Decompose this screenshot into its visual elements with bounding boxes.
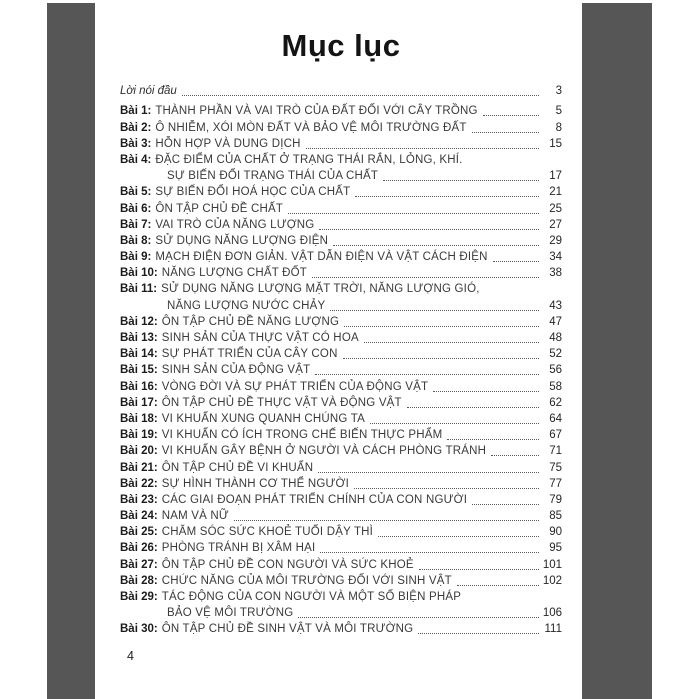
- toc-entry-title: MẠCH ĐIỆN ĐƠN GIẢN. VẬT DẪN ĐIỆN VÀ VẬT CÁCH ĐIỆN: [155, 251, 488, 264]
- toc-entry-title: CÁC GIAI ĐOẠN PHÁT TRIỂN CHÍNH CỦA CON NGƯỜI: [161, 493, 468, 506]
- dot-leader: [491, 455, 539, 456]
- toc-entry-page-number: 34: [549, 251, 562, 264]
- dot-leader: [407, 407, 539, 408]
- toc-entry-page-number: 8: [555, 121, 562, 134]
- toc-entry: [120, 135, 562, 151]
- toc-entry: [120, 377, 562, 393]
- dot-leader: [306, 148, 539, 149]
- toc-entry-label: Bài 10:: [120, 267, 158, 280]
- toc-entry-label: Bài 2:: [120, 121, 152, 134]
- toc-entry-page-number: 77: [549, 477, 562, 490]
- dot-leader: [315, 374, 539, 375]
- dot-leader: [330, 310, 539, 311]
- toc-entry-page-number: 25: [549, 202, 562, 215]
- toc-entry-continuation: [120, 167, 562, 183]
- toc-entry: [120, 620, 562, 636]
- dot-leader: [418, 633, 539, 634]
- toc-entry-title: SINH SẢN CỦA ĐỘNG VẬT: [161, 364, 311, 377]
- toc-entry-label: Bài 16:: [120, 380, 158, 393]
- toc-entry-title: VI KHUẨN XUNG QUANH CHÚNG TA: [161, 412, 365, 425]
- toc-entry-page-number: 95: [549, 542, 562, 555]
- toc-entry-title: ÔN TẬP CHỦ ĐỀ CHẤT: [155, 202, 284, 215]
- toc-entry-label: Bài 24:: [120, 510, 158, 523]
- dot-leader: [355, 196, 539, 197]
- toc-entry-page-number: 29: [549, 234, 562, 247]
- toc-entry-page-number: 62: [549, 396, 562, 409]
- toc-entry-label: Bài 12:: [120, 315, 158, 328]
- toc-entry-page-number: 85: [549, 510, 562, 523]
- toc-entry-label: Bài 23:: [120, 493, 158, 506]
- dot-leader: [312, 277, 539, 278]
- toc-entry-title: VI KHUẨN GÂY BỆNH Ở NGƯỜI VÀ CÁCH PHÒNG TRÁNH: [161, 445, 487, 458]
- toc-entry: [120, 345, 562, 361]
- dot-leader: [288, 213, 539, 214]
- toc-entry-title: HỖN HỢP VÀ DUNG DỊCH: [155, 137, 301, 150]
- toc-entry-label: Bài 21:: [120, 461, 158, 474]
- toc-entry-title: SINH SẢN CỦA THỰC VẬT CÓ HOA: [161, 332, 359, 344]
- toc-entry-label: Bài 18:: [120, 412, 158, 425]
- toc-entry: [120, 118, 562, 134]
- toc-entry-title-line2: NĂNG LƯỢNG NƯỚC CHẢY: [167, 299, 326, 312]
- dot-leader: [343, 358, 539, 359]
- dot-leader: [472, 132, 539, 133]
- toc-entry: [120, 410, 562, 426]
- toc-entry-label: Bài 19:: [120, 429, 158, 442]
- page-title: Mục lục: [281, 28, 401, 63]
- toc-entry-title: Ô NHIỄM, XÓI MÒN ĐẤT VÀ BẢO VỆ MÔI TRƯỜNG ĐẤT: [155, 121, 467, 134]
- dot-leader: [472, 504, 539, 505]
- toc-entry-title: CHĂM SÓC SỨC KHOẺ TUỔI DẬY THÌ: [161, 526, 374, 539]
- toc-entry-title: ÔN TẬP CHỦ ĐỀ NĂNG LƯỢNG: [161, 315, 340, 328]
- toc-entry-label: Bài 30:: [120, 623, 158, 636]
- toc-entry: [120, 458, 562, 474]
- toc-entry-page-number: 64: [549, 412, 562, 425]
- toc-entry-page-number: 48: [549, 332, 562, 344]
- toc-entry: [120, 102, 562, 118]
- toc-entry: [120, 394, 562, 410]
- toc-entry-page-number: 101: [542, 558, 562, 571]
- toc-entry-label: Bài 29:: [120, 591, 158, 603]
- toc-entry: [120, 329, 562, 345]
- dot-leader: [182, 95, 539, 96]
- preface-page-number: 3: [555, 85, 562, 98]
- toc-entry: [120, 313, 562, 329]
- toc-entry-page-number: 67: [549, 429, 562, 442]
- dot-leader: [319, 229, 539, 230]
- dot-leader: [447, 439, 539, 440]
- toc-entry-title: ÔN TẬP CHỦ ĐỀ VI KHUẨN: [161, 461, 314, 474]
- dot-leader: [333, 245, 539, 246]
- toc-entry-title: VAI TRÒ CỦA NĂNG LƯỢNG: [155, 218, 315, 231]
- toc-entry-page-number: 15: [549, 137, 562, 150]
- toc-entry: [120, 555, 562, 571]
- toc-entry-page-number: 106: [542, 607, 562, 620]
- toc-entry-label: Bài 5:: [120, 186, 152, 199]
- toc-entry: [120, 491, 562, 507]
- dot-leader: [493, 261, 539, 262]
- toc-entry: [120, 572, 562, 588]
- toc-entry-label: Bài 26:: [120, 542, 158, 555]
- toc-entry-title: NĂNG LƯỢNG CHẤT ĐỐT: [161, 267, 308, 280]
- dot-leader: [234, 520, 539, 521]
- toc-entry: [120, 426, 562, 442]
- toc-entry-label: Bài 8:: [120, 234, 152, 247]
- toc-entry-page-number: 58: [549, 380, 562, 393]
- toc-entry-label: Bài 22:: [120, 477, 158, 490]
- toc-entry-page-number: 21: [549, 186, 562, 199]
- toc-entry-label: Bài 20:: [120, 445, 158, 458]
- toc-entry-title: TÁC ĐỘNG CỦA CON NGƯỜI VÀ MỘT SỐ BIỆN PHÁP: [161, 591, 462, 603]
- scan-shadow-right: [582, 3, 652, 699]
- toc-entry-label: Bài 1:: [120, 105, 152, 118]
- toc-entry-label: Bài 9:: [120, 251, 152, 264]
- toc-entry: [120, 264, 562, 280]
- toc-entry-label: Bài 11:: [120, 283, 158, 296]
- toc-entry-page-number: 111: [544, 623, 562, 636]
- toc-entry-title: ĐẶC ĐIỂM CỦA CHẤT Ở TRẠNG THÁI RẮN, LỎNG, KHÍ.: [155, 153, 463, 166]
- dot-leader: [419, 569, 539, 570]
- toc-entry-title: THÀNH PHẦN VÀ VAI TRÒ CỦA ĐẤT ĐỐI VỚI CÂY TRỒNG: [155, 105, 478, 118]
- toc-entry-page-number: 75: [549, 461, 562, 474]
- toc-entry-page-number: 27: [549, 218, 562, 231]
- dot-leader: [298, 617, 539, 618]
- toc-entry-label: Bài 6:: [120, 202, 152, 215]
- toc-entry-title: VÒNG ĐỜI VÀ SỰ PHÁT TRIỂN CỦA ĐỘNG VẬT: [161, 380, 429, 393]
- toc-entry: [120, 183, 562, 199]
- dot-leader: [483, 115, 539, 116]
- toc-entry-page-number: 79: [549, 493, 562, 506]
- dot-leader: [318, 472, 539, 473]
- preface-label: Lời nói đầu: [120, 85, 177, 98]
- book-page: [95, 0, 582, 699]
- dot-leader: [457, 585, 539, 586]
- table-of-contents: [120, 82, 562, 636]
- scan-shadow-left: [47, 3, 95, 699]
- toc-entry-page-number: 71: [549, 445, 562, 458]
- toc-entry-page-number: 52: [549, 348, 562, 361]
- dot-leader: [320, 552, 539, 553]
- toc-entry-page-number: 43: [549, 299, 562, 312]
- toc-entry: [120, 523, 562, 539]
- dot-leader: [378, 536, 539, 537]
- toc-entry: [120, 507, 562, 523]
- toc-entry-page-number: 38: [549, 267, 562, 280]
- toc-entry: [120, 151, 562, 167]
- toc-entry: [120, 361, 562, 377]
- dot-leader: [364, 342, 539, 343]
- toc-entries: [120, 102, 562, 636]
- toc-entry-page-number: 17: [549, 170, 562, 183]
- toc-entry: [120, 248, 562, 264]
- toc-entry: [120, 232, 562, 248]
- toc-entry-page-number: 56: [549, 364, 562, 377]
- toc-entry-label: Bài 4:: [120, 153, 152, 166]
- toc-entry-title: CHỨC NĂNG CỦA MÔI TRƯỜNG ĐỐI VỚI SINH VẬT: [161, 574, 452, 587]
- toc-entry-title: SỰ HÌNH THÀNH CƠ THỂ NGƯỜI: [161, 477, 349, 490]
- toc-entry-continuation: [120, 296, 562, 312]
- toc-entry-title: VI KHUẨN CÓ ÍCH TRONG CHẾ BIẾN THỰC PHẨM: [161, 429, 443, 442]
- toc-entry-label: Bài 15:: [120, 364, 158, 377]
- toc-entry-page-number: 102: [542, 574, 562, 587]
- toc-entry-title: SỰ PHÁT TRIỂN CỦA CÂY CON: [161, 348, 338, 361]
- toc-entry-label: Bài 14:: [120, 348, 158, 361]
- toc-entry-label: Bài 13:: [120, 332, 158, 344]
- toc-entry: [120, 199, 562, 215]
- dot-leader: [354, 488, 539, 489]
- toc-preface-row: [120, 82, 562, 98]
- toc-entry-title: ÔN TẬP CHỦ ĐỀ SINH VẬT VÀ MÔI TRƯỜNG: [161, 623, 414, 636]
- dot-leader: [344, 326, 539, 327]
- dot-leader: [370, 423, 539, 424]
- toc-entry-title-line2: SỰ BIẾN ĐỔI TRẠNG THÁI CỦA CHẤT: [167, 170, 379, 183]
- toc-entry-page-number: 5: [555, 105, 562, 118]
- toc-entry-page-number: 90: [549, 526, 562, 539]
- toc-entry-page-number: 47: [549, 315, 562, 328]
- toc-entry-continuation: [120, 604, 562, 620]
- toc-entry-title: SỰ BIẾN ĐỔI HOÁ HỌC CỦA CHẤT: [155, 186, 351, 199]
- toc-entry-title: ÔN TẬP CHỦ ĐỀ CON NGƯỜI VÀ SỨC KHOẺ: [161, 558, 414, 571]
- toc-entry: [120, 539, 562, 555]
- toc-entry-label: Bài 25:: [120, 526, 158, 539]
- toc-entry: [120, 475, 562, 491]
- toc-entry-label: Bài 3:: [120, 137, 152, 150]
- toc-entry-label: Bài 7:: [120, 218, 152, 231]
- dot-leader: [433, 391, 539, 392]
- toc-entry: [120, 280, 562, 296]
- toc-entry-label: Bài 28:: [120, 574, 158, 587]
- toc-entry-label: Bài 17:: [120, 396, 158, 409]
- dot-leader: [383, 180, 539, 181]
- toc-entry-title: ÔN TẬP CHỦ ĐỀ THỰC VẬT VÀ ĐỘNG VẬT: [161, 396, 402, 409]
- toc-entry-label: Bài 27:: [120, 558, 158, 571]
- toc-entry: [120, 588, 562, 604]
- toc-entry-title: PHÒNG TRÁNH BỊ XÂM HẠI: [161, 542, 316, 555]
- toc-entry-title: SỬ DỤNG NĂNG LƯỢNG ĐIỆN: [155, 234, 329, 247]
- toc-entry-title: SỬ DỤNG NĂNG LƯỢNG MẶT TRỜI, NĂNG LƯỢNG GIÓ,: [161, 283, 480, 296]
- toc-entry-title: NAM VÀ NỮ: [161, 510, 229, 523]
- toc-entry: [120, 442, 562, 458]
- toc-entry: [120, 216, 562, 232]
- folio-page-number: 4: [127, 649, 134, 663]
- toc-entry-title-line2: BẢO VỆ MÔI TRƯỜNG: [167, 607, 294, 620]
